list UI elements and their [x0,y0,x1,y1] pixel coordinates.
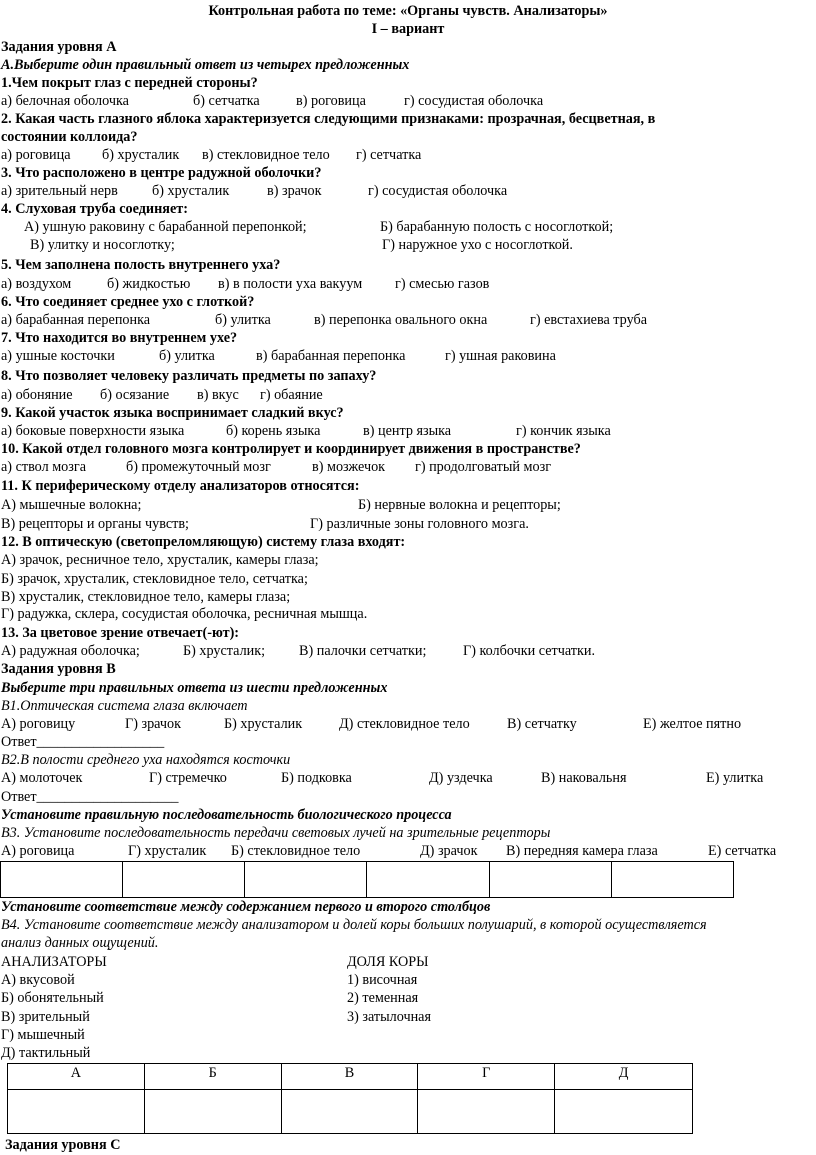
question-2-line-2: состоянии коллоида? [1,129,138,145]
option-c: в) центр языка [363,423,452,439]
answer-field-b1[interactable]: Ответ__________________ [1,734,165,750]
option-b: Б) хрусталик; [183,643,266,659]
option-b: Б) стекловидное тело [231,843,361,859]
task-b4-line-1: В4. Установите соответствие между анализатором и долей коры больших полушарий, в которой осуществляется [1,917,707,933]
answer-field-b2[interactable]: Ответ____________________ [1,789,179,805]
option-e: Е) улитка [706,770,764,786]
option-b: б) осязание [100,387,170,403]
level-b-instruction: Выберите три правильных ответа из шести предложенных [1,680,388,696]
task-b2: В2.В полости среднего уха находятся косточки [1,752,291,768]
level-b-heading: Задания уровня В [1,661,116,677]
sequence-answer-cell[interactable] [123,862,245,898]
matching-answer-cell[interactable] [555,1090,693,1134]
sequence-answer-cell[interactable] [611,862,733,898]
match-instruction: Установите соответствие между содержанием первого и второго столбцов [1,899,491,915]
question-7: 7. Что находится во внутреннем ухе? [1,330,238,346]
option-g: Г) хрусталик [128,843,207,859]
analyzers-header: АНАЛИЗАТОРЫ [1,954,107,970]
option-d: Д) зрачок [420,843,478,859]
analyzer-item: А) вкусовой [1,972,75,988]
question-11: 11. К периферическому отделу анализаторов относятся: [1,478,360,494]
option-d: Д) уздечка [429,770,493,786]
question-12-option-d: Г) радужка, склера, сосудистая оболочка, ресничная мышца. [1,606,368,622]
question-12-option-a: А) зрачок, ресничное тело, хрусталик, камеры глаза; [1,552,319,568]
matching-column-header: Г [418,1064,555,1090]
option-c: в) перепонка овального окна [314,312,488,328]
sequence-answer-cell[interactable] [245,862,367,898]
question-4: 4. Слуховая труба соединяет: [1,201,188,217]
option-d: г) обаяние [260,387,323,403]
option-a: А) ушную раковину с барабанной перепонкой; [24,219,307,235]
question-12-option-c: В) хрусталик, стекловидное тело, камеры глаза; [1,589,291,605]
question-2-line-1: 2. Какая часть глазного яблока характеризуется следующими признаками: прозрачная, бесцветная, в [1,111,656,127]
option-a: А) молоточек [1,770,83,786]
option-c: в) барабанная перепонка [256,348,406,364]
option-b: Б) барабанную полость с носоглоткой; [380,219,614,235]
option-d: г) сосудистая оболочка [368,183,508,199]
option-d: г) ушная раковина [445,348,556,364]
option-c: в) зрачок [267,183,322,199]
option-d: г) продолговатый мозг [415,459,552,475]
option-d: Г) наружное ухо с носоглоткой. [382,237,573,253]
sequence-answer-cell[interactable] [1,862,123,898]
option-b: б) улитка [159,348,215,364]
option-d: г) смесью газов [395,276,490,292]
option-b: Б) хрусталик [224,716,303,732]
option-c: в) стекловидное тело [202,147,330,163]
task-b1: В1.Оптическая система глаза включает [1,698,248,714]
analyzer-item: Д) тактильный [1,1045,91,1061]
option-v: В) сетчатку [507,716,577,732]
analyzer-item: Б) обонятельный [1,990,104,1006]
question-6: 6. Что соединяет среднее ухо с глоткой? [1,294,255,310]
option-c: В) палочки сетчатки; [299,643,427,659]
matching-answer-cell[interactable] [281,1090,418,1134]
option-b: б) корень языка [226,423,321,439]
matching-column-header: Д [555,1064,693,1090]
option-d: Г) различные зоны головного мозга. [310,516,529,532]
option-a: а) воздухом [1,276,72,292]
option-c: В) улитку и носоглотку; [30,237,175,253]
question-10: 10. Какой отдел головного мозга контролирует и координирует движения в пространстве? [1,441,581,457]
option-a: а) обоняние [1,387,73,403]
question-5: 5. Чем заполнена полость внутреннего уха? [1,257,281,273]
matching-column-header: Б [144,1064,281,1090]
question-8: 8. Что позволяет человеку различать предметы по запаху? [1,368,377,384]
option-d: Д) стекловидное тело [339,716,470,732]
option-g: Г) зрачок [125,716,182,732]
option-d: Г) колбочки сетчатки. [463,643,596,659]
option-c: В) рецепторы и органы чувств; [1,516,189,532]
question-13: 13. За цветовое зрение отвечает(-ют): [1,625,240,641]
option-a: а) белочная оболочка [1,93,129,109]
option-b: Б) подковка [281,770,352,786]
matching-answer-cell[interactable] [144,1090,281,1134]
analyzer-item: В) зрительный [1,1009,90,1025]
option-a: а) ствол мозга [1,459,86,475]
option-v: В) передняя камера глаза [506,843,658,859]
option-d: г) евстахиева труба [530,312,648,328]
option-a: а) барабанная перепонка [1,312,151,328]
matching-column-header: А [8,1064,145,1090]
option-a: А) радужная оболочка; [1,643,140,659]
option-a: а) роговица [1,147,71,163]
option-a: А) мышечные волокна; [1,497,142,513]
question-3: 3. Что расположено в центре радужной оболочки? [1,165,322,181]
option-b: б) жидкостью [107,276,191,292]
sequence-answer-cell[interactable] [367,862,489,898]
option-a: а) зрительный нерв [1,183,118,199]
option-c: в) роговица [296,93,366,109]
matching-answer-table [7,1063,693,1134]
option-a: А) роговица [1,843,75,859]
option-c: в) мозжечок [312,459,386,475]
option-a: а) боковые поверхности языка [1,423,185,439]
option-c: в) вкус [197,387,239,403]
option-b: б) промежуточный мозг [126,459,271,475]
cortex-lobe-item: 1) височная [347,972,418,988]
matching-answer-cell[interactable] [8,1090,145,1134]
sequence-answer-table [0,861,734,898]
sequence-instruction: Установите правильную последовательность биологического процесса [1,807,452,823]
cortex-lobe-item: 2) теменная [347,990,419,1006]
option-d: г) кончик языка [516,423,611,439]
level-c-heading: Задания уровня С [5,1137,121,1153]
sequence-answer-cell[interactable] [489,862,611,898]
document-title: Контрольная работа по теме: «Органы чувств. Анализаторы» [208,3,608,19]
analyzer-item: Г) мышечный [1,1027,85,1043]
option-b: б) хрусталик [102,147,180,163]
question-12-option-b: Б) зрачок, хрусталик, стекловидное тело, сетчатка; [1,571,308,587]
matching-column-header: В [281,1064,418,1090]
level-a-heading: Задания уровня А [1,39,117,55]
task-b4-line-2: анализ данных ощущений. [1,935,159,951]
option-b: б) хрусталик [152,183,230,199]
option-b: Б) нервные волокна и рецепторы; [358,497,561,513]
option-d: г) сосудистая оболочка [404,93,544,109]
variant-label: I – вариант [371,21,445,37]
option-b: б) сетчатка [193,93,260,109]
option-g: Г) стремечко [149,770,227,786]
cortex-lobe-header: ДОЛЯ КОРЫ [347,954,429,970]
question-12: 12. В оптическую (светопреломляющую) систему глаза входят: [1,534,406,550]
question-9: 9. Какой участок языка воспринимает сладкий вкус? [1,405,344,421]
level-a-instruction: А.Выберите один правильный ответ из четырех предложенных [1,57,410,73]
option-b: б) улитка [215,312,271,328]
option-a: а) ушные косточки [1,348,115,364]
option-v: В) наковальня [541,770,627,786]
option-a: А) роговицу [1,716,76,732]
task-b3: В3. Установите последовательность передачи световых лучей на зрительные рецепторы [1,825,551,841]
option-e: Е) желтое пятно [643,716,742,732]
matching-answer-cell[interactable] [418,1090,555,1134]
cortex-lobe-item: 3) затылочная [347,1009,431,1025]
question-1: 1.Чем покрыт глаз с передней стороны? [1,75,258,91]
option-e: Е) сетчатка [708,843,777,859]
option-d: г) сетчатка [356,147,422,163]
option-c: в) в полости уха вакуум [218,276,363,292]
